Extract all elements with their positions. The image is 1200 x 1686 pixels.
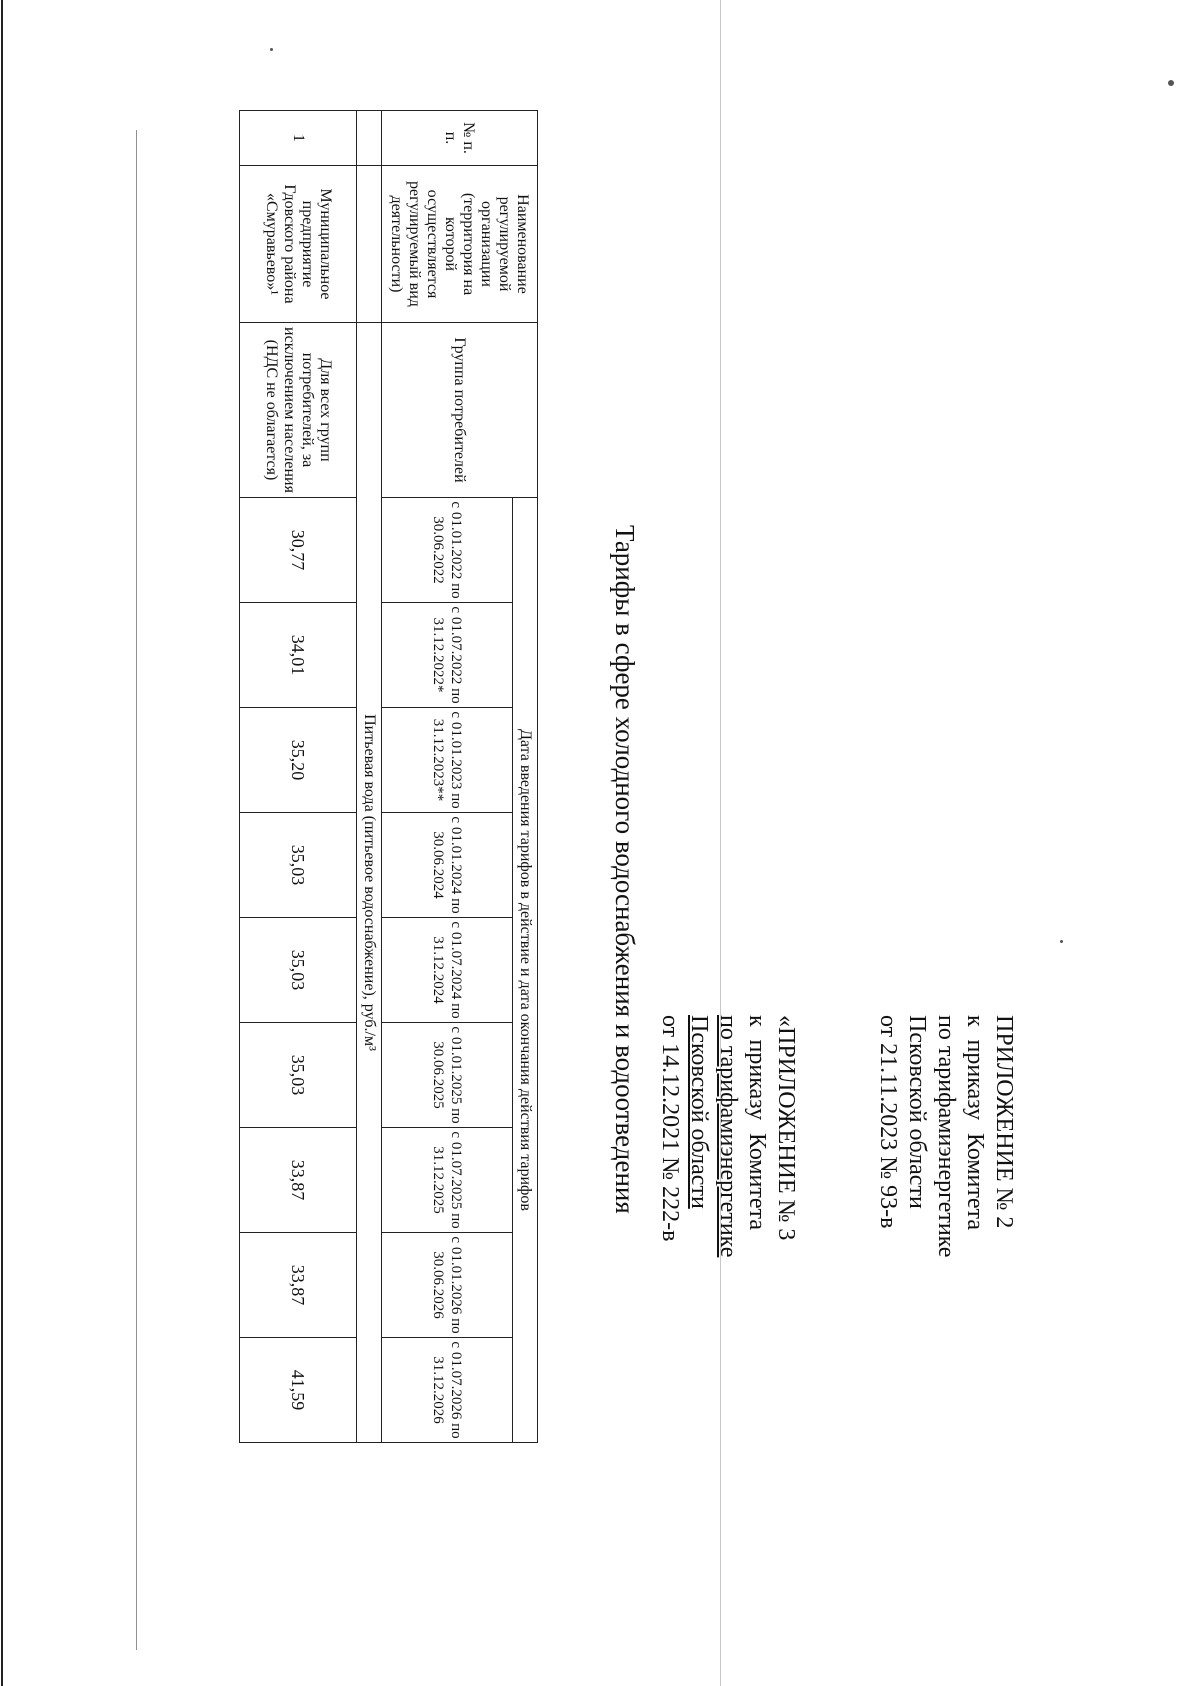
previous-appendix-word: к: [744, 1015, 770, 1027]
previous-appendix-word: и: [715, 1133, 741, 1147]
tariff-value: 34,01: [240, 603, 357, 708]
tariff-value: 30,77: [240, 498, 357, 603]
previous-appendix-word: по тарифам: [715, 1015, 741, 1134]
previous-appendix-word: энергетике: [715, 1146, 741, 1258]
appendix-word: и: [933, 1133, 959, 1147]
period-header: с 01.01.2026 по 30.06.2026: [382, 1233, 513, 1338]
period-header: с 01.07.2024 по 31.12.2024: [382, 918, 513, 1023]
previous-appendix-word: приказу: [744, 1039, 770, 1121]
period-header: с 01.01.2024 по 30.06.2024: [382, 813, 513, 918]
previous-appendix-line: [713, 1015, 742, 1258]
previous-appendix-heading: «ПРИЛОЖЕНИЕ № 3: [773, 1015, 799, 1241]
header-org: Наименование регулируемой организации (территория на которой осуществляется регулируемый вид деятельности): [382, 166, 538, 323]
tariff-value: 35,20: [240, 708, 357, 813]
header-num: № п. п.: [382, 111, 538, 166]
section-label: Питьевая вода (питьевое водоснабжение), руб./м³: [357, 323, 382, 1443]
appendix-line: [931, 1015, 960, 1258]
previous-appendix-line: [742, 1015, 771, 1230]
tariff-table: [239, 110, 538, 1443]
header-group: Группа потребителей: [382, 323, 538, 498]
appendix-line: от 21.11.2023 № 93-в: [875, 1015, 901, 1229]
previous-appendix-line: от 14.12.2021 № 222-в: [657, 1015, 683, 1242]
period-header: с 01.07.2022 по 31.12.2022*: [382, 603, 513, 708]
appendix-word: к: [962, 1015, 988, 1027]
appendix-block: [873, 1015, 1018, 1258]
appendix-word: Комитета: [962, 1133, 988, 1230]
tariff-value: 33,87: [240, 1128, 357, 1233]
header-dates: Дата введения тарифов в действие и дата окончания действия тарифов: [513, 498, 538, 1443]
tariff-value: 35,03: [240, 918, 357, 1023]
period-header: с 01.01.2025 по 30.06.2025: [382, 1023, 513, 1128]
period-header: с 01.07.2026 по 31.12.2026: [382, 1338, 513, 1443]
period-header: с 01.01.2023 по 31.12.2023**: [382, 708, 513, 813]
table-row: [240, 111, 357, 1443]
appendix-word: приказу: [962, 1039, 988, 1121]
section-spacer: [357, 166, 382, 323]
appendix-line: [960, 1015, 989, 1230]
previous-appendix-block: [655, 1015, 800, 1258]
period-header: с 01.07.2025 по 31.12.2025: [382, 1128, 513, 1233]
section-spacer: [357, 111, 382, 166]
previous-appendix-word: Комитета: [744, 1133, 770, 1230]
row-org: Муниципальное предприятие Гдовского района «Смуравьево»¹: [240, 166, 357, 323]
appendix-word: энергетике: [933, 1146, 959, 1258]
row-group: Для всех групп потребителей, за исключением населения (НДС не облагается): [240, 323, 357, 498]
appendix-heading: ПРИЛОЖЕНИЕ № 2: [991, 1015, 1017, 1229]
period-header: с 01.01.2022 по 30.06.2022: [382, 498, 513, 603]
document-title: Тарифы в сфере холодного водоснабжения и водоотведения: [610, 525, 640, 1214]
appendix-line: Псковской области: [904, 1015, 930, 1209]
row-num: 1: [240, 111, 357, 166]
tariff-value: 33,87: [240, 1233, 357, 1338]
tariff-value: 35,03: [240, 1023, 357, 1128]
tariff-value: 35,03: [240, 813, 357, 918]
tariff-value: 41,59: [240, 1338, 357, 1443]
previous-appendix-line: Псковской области: [686, 1015, 712, 1209]
appendix-word: по тарифам: [933, 1015, 959, 1134]
